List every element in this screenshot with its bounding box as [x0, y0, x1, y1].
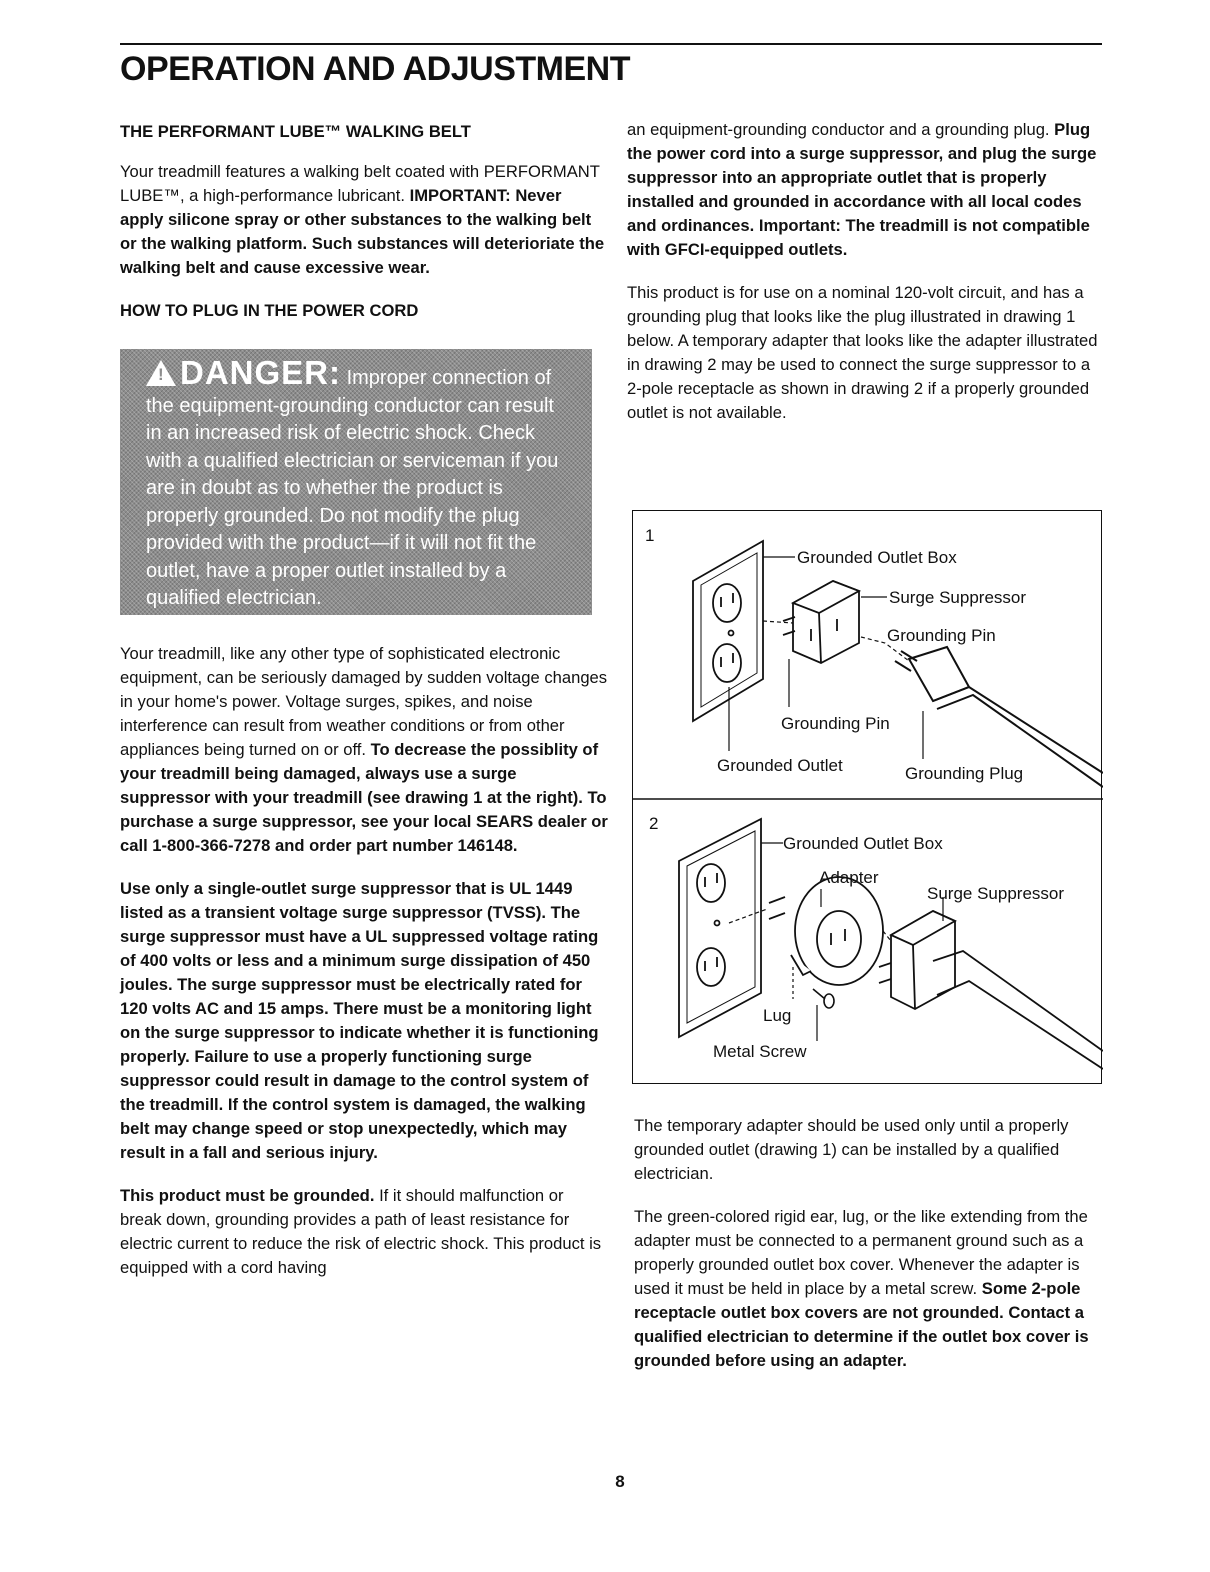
temporary-adapter-paragraph: The temporary adapter should be used only until a properly grounded outlet (drawing 1) can be installed by a qualified electrician. [634, 1116, 1069, 1183]
drawing-2-number: 2 [649, 814, 659, 833]
title-rule [120, 43, 1102, 45]
green-ear-bold-text: Some 2-pole receptacle outlet box covers are not grounded. Contact a qualified electrician to determine if the outlet box cover is grounded before using an adapter. [634, 1279, 1089, 1370]
label-grounded-outlet: Grounded Outlet [717, 756, 843, 775]
adapter-2 [769, 877, 883, 985]
label-grounded-outlet-box-2: Grounded Outlet Box [783, 834, 943, 853]
section-heading-walking-belt: THE PERFORMANT LUBE™ WALKING BELT [120, 122, 471, 141]
danger-label: DANGER: [180, 354, 341, 391]
walking-belt-text: Your treadmill features a walking belt coated with PERFORMANT LUBE™, a high-performance lubricant. [120, 162, 600, 205]
label-grounded-outlet-box-1: Grounded Outlet Box [797, 548, 957, 567]
page-number: 8 [615, 1472, 625, 1491]
label-surge-suppressor-2: Surge Suppressor [927, 884, 1065, 903]
plug-text: an equipment-grounding conductor and a grounding plug. [627, 120, 1050, 139]
label-lug: Lug [763, 1006, 792, 1025]
warning-triangle-icon [146, 360, 176, 386]
plug-paragraph [627, 118, 1102, 262]
section-heading-power-cord: HOW TO PLUG IN THE POWER CORD [120, 301, 419, 320]
drawing-1-number: 1 [645, 526, 655, 545]
grounded-bold: This product must be grounded. [120, 1186, 375, 1205]
danger-text: Improper connection of the equipment-grounding conductor can result in an increased risk of electric shock. Check with a qualified electrician or serviceman if you are in doubt as to whether the product is properly grounded. Do not modify the plug provided with the product—if it will not fit the outlet, have a proper outlet installed by a qualified electrician. [146, 367, 559, 609]
walking-belt-important: IMPORTANT: Never apply silicone spray or other substances to the walking belt or the walking platform. Such substances will deterioriate the walking belt and cause excessive wear. [120, 186, 605, 277]
surge-bold-text: To decrease the possiblity of your treadmill being damaged, always use a surge suppressor with your treadmill (see drawing 1 at the right). To purchase a surge suppressor, see your local SEARS dealer or call 1-800-366-7278 and order part number 146148. [120, 740, 608, 855]
label-metal-screw: Metal Screw [713, 1042, 807, 1061]
surge-suppressor-1 [783, 581, 859, 663]
left-column [120, 120, 608, 1299]
outlet-plate-1 [693, 541, 763, 721]
label-grounding-pin-bottom: Grounding Pin [781, 714, 890, 733]
page-title: OPERATION AND ADJUSTMENT [120, 50, 630, 88]
circuit-paragraph: This product is for use on a nominal 120-volt circuit, and has a grounding plug that looks like the plug illustrated in drawing 1 below. A temporary adapter that looks like the adapter illustrated in drawing 2 may be used to connect the surge suppressor to a 2-pole receptacle as shown in drawing 2 if a properly grounded outlet is not available. [627, 283, 1098, 422]
surge-paragraph [120, 642, 608, 858]
danger-callout [120, 349, 592, 615]
right-column-bottom [634, 1114, 1108, 1392]
label-grounding-plug: Grounding Plug [905, 764, 1024, 783]
grounded-text: If it should malfunction or break down, grounding provides a path of least resistance for electric current to reduce the risk of electric shock. This product is equipped with a cord having [120, 1186, 602, 1277]
walking-belt-paragraph [120, 160, 608, 280]
outlet-plate-2 [679, 819, 761, 1037]
label-adapter: Adapter [819, 868, 879, 887]
tvss-paragraph: Use only a single-outlet surge suppressor that is UL 1449 listed as a transient voltage surge suppressor (TVSS). The surge suppressor must have a UL suppressed voltage rating of 400 volts or less and a minimum surge dissipation of 450 joules. The surge suppressor must be electrically rated for 120 volts AC and 15 amps. There must be a monitoring light on the surge suppressor to indicate whether it is functioning properly. Failure to use a properly functioning surge suppressor could result in damage to the control system of the treadmill. If the control system is damaged, the walking belt may change speed or stop unexpectedly, which may result in a fall and serious injury. [120, 879, 599, 1162]
plug-bold-text: Plug the power cord into a surge suppressor, and plug the surge suppressor into an appropriate outlet that is properly installed and grounded in accordance with all local codes and ordinances. Important: The treadmill is not compatible with GFCI-equipped outlets. [627, 120, 1097, 259]
surge-text: Your treadmill, like any other type of sophisticated electronic equipment, can be seriously damaged by sudden voltage changes in your home's power. Voltage surges, spikes, and noise interference can result from weather conditions or from other appliances being turned on or off. [120, 644, 608, 759]
plug-drawings-figure [632, 510, 1102, 1084]
grounded-paragraph [120, 1184, 608, 1280]
metal-screw-2 [813, 989, 834, 1008]
label-surge-suppressor-1: Surge Suppressor [889, 588, 1027, 607]
label-grounding-pin-top: Grounding Pin [887, 626, 996, 645]
plug-drawings-svg [633, 511, 1103, 1085]
surge-suppressor-2 [879, 911, 1103, 1069]
green-ear-paragraph [634, 1205, 1108, 1373]
green-ear-text: The green-colored rigid ear, lug, or the like extending from the adapter must be connected to a permanent ground such as a properly grounded outlet box cover. Whenever the adapter is used it must be held in place by a metal screw. [634, 1207, 1088, 1298]
right-column-top [627, 118, 1102, 444]
